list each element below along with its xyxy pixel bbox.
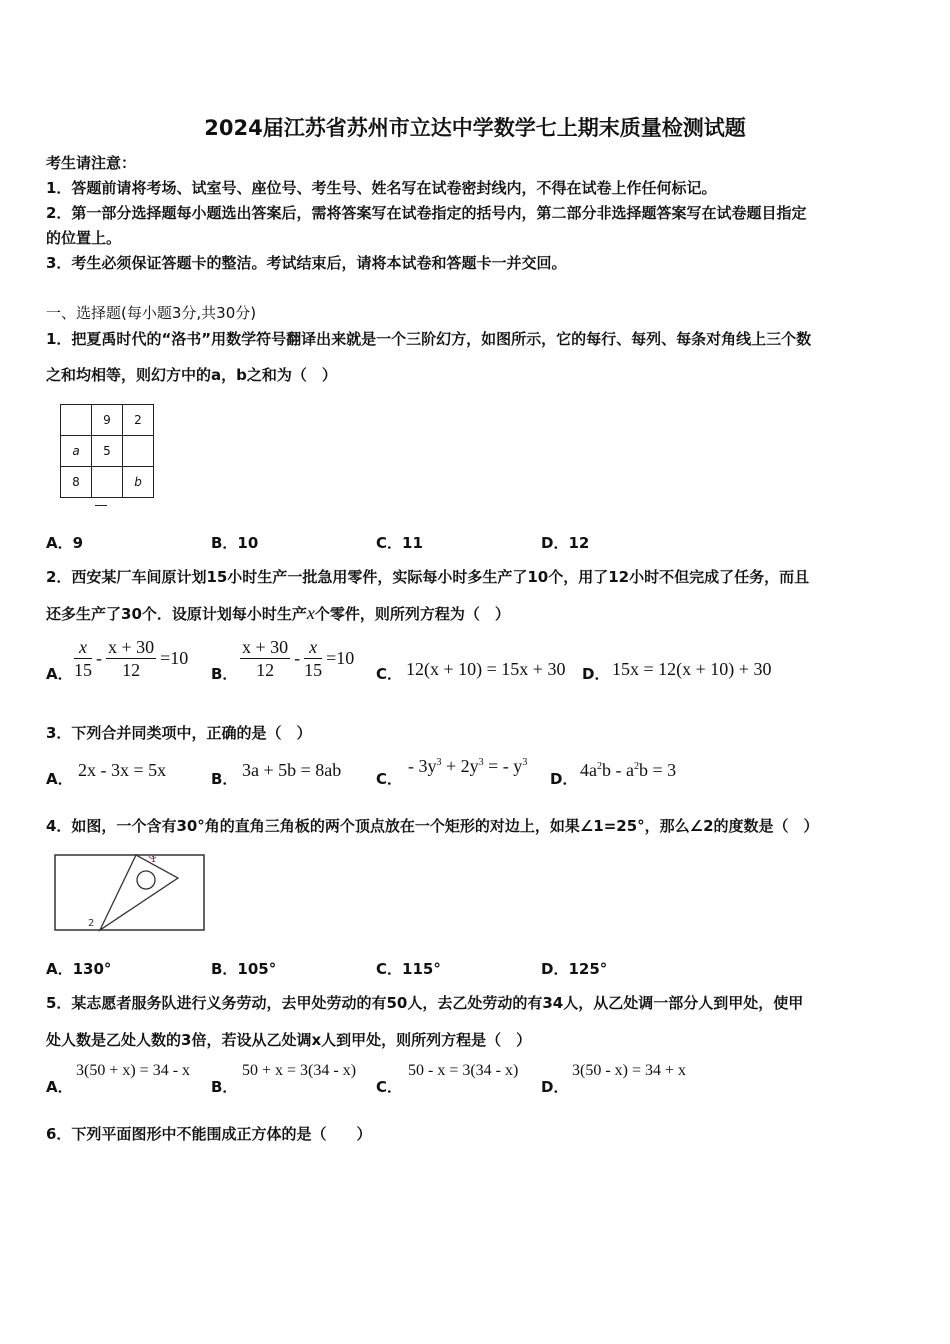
q3-option-b-expr[interactable]: 3a + 5b = 8ab	[242, 760, 342, 780]
q3-option-a-label[interactable]: A．	[46, 770, 73, 788]
notice-item-2: 2．第一部分选择题每小题选出答案后，需将答案写在试卷指定的括号内，第二部分非选择题答案写在试卷题目指定	[46, 204, 807, 222]
q3-option-d-expr[interactable]: $4a^2b - a^2b = 3$	[580, 760, 677, 780]
q5-option-a-equation[interactable]: 3(50 + x) = 34 - x	[76, 1062, 191, 1079]
q1-option-a[interactable]: A．9	[46, 534, 84, 552]
q5-stem-line2: 处人数是乙处人数的3倍，若设从乙处调x人到甲处，则所列方程是（ ）	[46, 1031, 532, 1049]
q5-option-b-label[interactable]: B．	[211, 1078, 238, 1096]
q1-option-b[interactable]: B．10	[211, 534, 259, 552]
q4-stem: 4．如图，一个含有30°角的直角三角板的两个顶点放在一个矩形的对边上，如果∠1=25°，那么∠2的度数是（ ）	[46, 817, 819, 835]
q2-stem-text-end: 个零件，则所列方程为（ ）	[314, 605, 510, 623]
q2-stem-line2	[46, 603, 510, 624]
notice-heading: 考生请注意：	[46, 154, 137, 172]
q4-option-d[interactable]: D．125°	[541, 960, 608, 978]
q5-option-c-label[interactable]: C．	[376, 1078, 403, 1096]
q2-option-d-equation[interactable]: 15x = 12(x + 10) + 30	[612, 659, 772, 679]
q2-stem-line1: 2．西安某厂车间原计划15小时生产一批急用零件，实际每小时多生产了10个，用了12小时不但完成了任务，而且	[46, 568, 810, 586]
page-title: 2024届江苏省苏州市立达中学数学七上期末质量检测试题	[204, 116, 746, 140]
q2-option-c-equation[interactable]: 12(x + 10) = 15x + 30	[406, 659, 566, 679]
magic-cell: b	[123, 467, 154, 498]
section-heading: 一、选择题(每小题3分,共30分)	[46, 304, 257, 322]
q4-option-c[interactable]: C．115°	[376, 960, 441, 978]
q5-option-d-equation[interactable]: 3(50 - x) = 34 + x	[572, 1062, 687, 1079]
q5-stem-line1: 5．某志愿者服务队进行义务劳动，去甲处劳动的有50人，去乙处劳动的有34人，从乙处调一部分人到甲处，使甲	[46, 994, 804, 1012]
q1-option-c[interactable]: C．11	[376, 534, 423, 552]
q2-variable: x	[306, 603, 315, 623]
q1-stem-line1: 1．把夏禹时代的“洛书”用数学符号翻译出来就是一个三阶幻方，如图所示，它的每行、每列、每条对角线上三个数	[46, 330, 812, 348]
magic-cell: 2	[123, 405, 154, 436]
figure-mark	[95, 505, 107, 506]
fraction: $\frac{x + 30}{12}$	[108, 637, 155, 680]
magic-cell	[61, 405, 92, 436]
q2-option-a-label[interactable]: A．	[46, 665, 73, 683]
magic-cell	[92, 467, 123, 498]
q6-stem: 6．下列平面图形中不能围成正方体的是（ ）	[46, 1125, 372, 1143]
q3-stem: 3．下列合并同类项中，正确的是（ ）	[46, 724, 312, 742]
q2-stem-text: 还多生产了30个．设原计划每小时生产	[46, 605, 307, 623]
notice-item-3: 3．考生必须保证答题卡的整洁。考试结束后，请将本试卷和答题卡一并交回。	[46, 254, 567, 272]
magic-cell: 9	[92, 405, 123, 436]
q3-option-c-expr[interactable]: - $3y^3 + 2y^3$ = - $y^3$	[408, 756, 528, 776]
rectangle-triangle-figure	[52, 852, 208, 934]
q3-option-c-label[interactable]: C．	[376, 770, 403, 788]
q5-option-b-equation[interactable]: 50 + x = 3(34 - x)	[242, 1062, 357, 1079]
q4-option-b[interactable]: B．105°	[211, 960, 277, 978]
q1-stem-line2: 之和均相等，则幻方中的a，b之和为（ ）	[46, 366, 337, 384]
q5-option-a-label[interactable]: A．	[46, 1078, 73, 1096]
angle-label-2: 2	[88, 918, 95, 929]
magic-square	[60, 404, 154, 498]
magic-cell	[123, 436, 154, 467]
q5-option-d-label[interactable]: D．	[541, 1078, 569, 1096]
fraction: $\frac{x + 30}{12}$	[242, 637, 289, 680]
q5-option-c-equation[interactable]: 50 - x = 3(34 - x)	[408, 1062, 519, 1079]
q1-option-d[interactable]: D．12	[541, 534, 590, 552]
fraction: $\frac{x}{15}$	[304, 637, 323, 680]
angle-label-1: 1	[151, 855, 157, 864]
notice-item-2-cont: 的位置上。	[46, 229, 122, 247]
q3-option-b-label[interactable]: B．	[211, 770, 238, 788]
magic-cell: a	[61, 436, 92, 467]
q4-option-a[interactable]: A．130°	[46, 960, 112, 978]
q2-option-b-equation[interactable]: $\frac{x + 30}{12}$ - $\frac{x}{15}$ =10	[242, 637, 355, 680]
q2-option-c-label[interactable]: C．	[376, 665, 403, 683]
q3-option-a-expr[interactable]: 2x - 3x = 5x	[78, 760, 167, 780]
q2-option-a-equation[interactable]: $\frac{x}{15}$ - $\frac{x + 30}{12}$ =10	[74, 637, 189, 680]
q2-option-b-label[interactable]: B．	[211, 665, 238, 683]
q3-option-d-label[interactable]: D．	[550, 770, 578, 788]
magic-cell: 8	[61, 467, 92, 498]
q2-option-d-label[interactable]: D．	[582, 665, 610, 683]
notice-item-1: 1．答题前请将考场、试室号、座位号、考生号、姓名写在试卷密封线内，不得在试卷上作任何标记。	[46, 179, 717, 197]
fraction: $\frac{x}{15}$	[74, 637, 92, 680]
magic-cell: 5	[92, 436, 123, 467]
